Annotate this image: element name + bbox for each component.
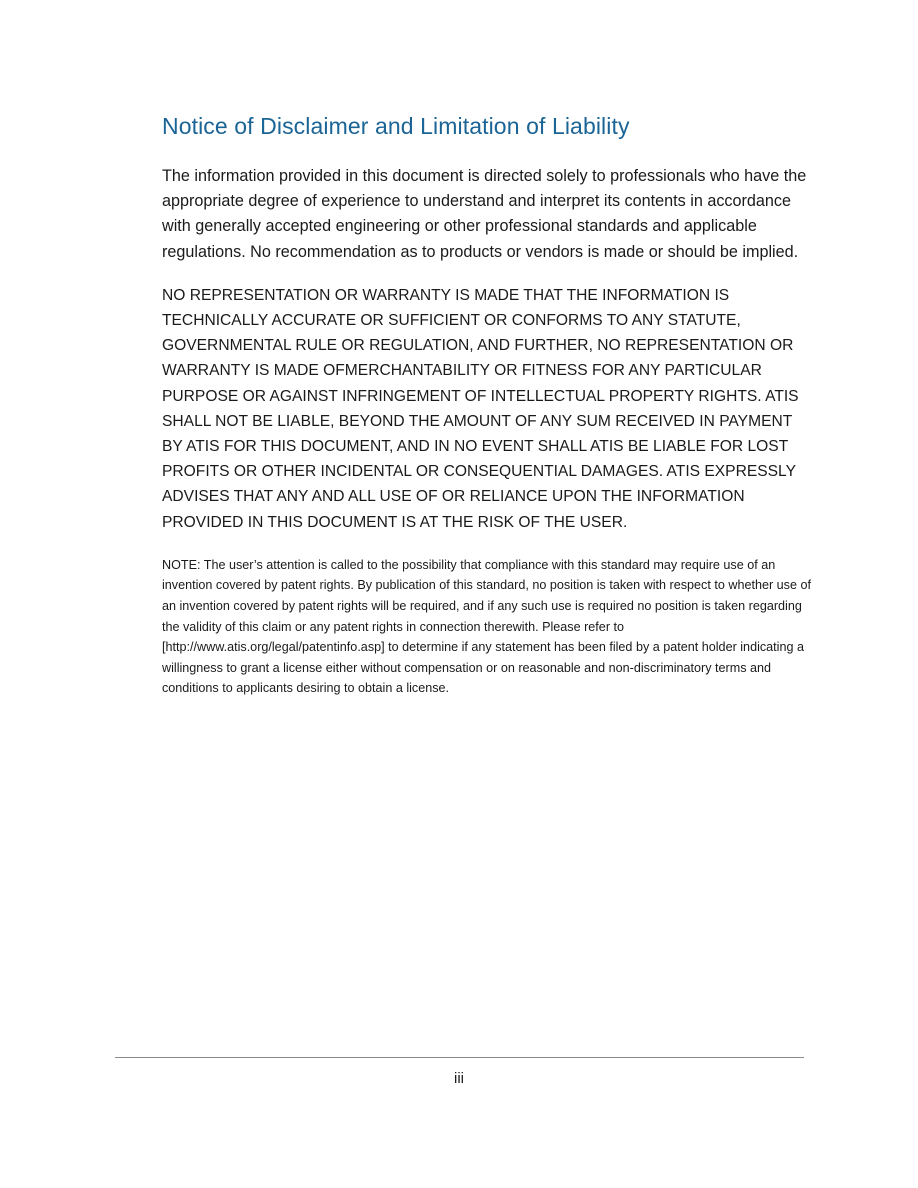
footer-divider xyxy=(115,1057,804,1058)
warranty-paragraph: NO REPRESENTATION OR WARRANTY IS MADE THAT THE INFORMATION IS TECHNICALLY ACCURATE OR SUFFICIENT OR CONFORMS TO ANY STATUTE, GOVERNMENTAL RULE OR REGULATION, AND FURTHER, NO REPRESENTATION OR WARRANTY IS MADE OFMERCHANTABILITY OR FITNESS FOR ANY PARTICULAR PURPOSE OR AGAINST INFRINGEMENT OF INTELLECTUAL PROPERTY RIGHTS. ATIS SHALL NOT BE LIABLE, BEYOND THE AMOUNT OF ANY SUM RECEIVED IN PAYMENT BY ATIS FOR THIS DOCUMENT, AND IN NO EVENT SHALL ATIS BE LIABLE FOR LOST PROFITS OR OTHER INCIDENTAL OR CONSEQUENTIAL DAMAGES. ATIS EXPRESSLY ADVISES THAT ANY AND ALL USE OF OR RELIANCE UPON THE INFORMATION PROVIDED IN THIS DOCUMENT IS AT THE RISK OF THE USER. xyxy=(162,286,799,531)
page-content xyxy=(162,110,812,699)
disclaimer-paragraph: The information provided in this document is directed solely to professionals who have the appropriate degree of experience to understand and interpret its contents in accordance with generally accepted engineering or other professional standards and applicable regulations. No recommendation as to products or vendors is made or should be implied. xyxy=(162,167,807,261)
patent-note: NOTE: The user’s attention is called to the possibility that compliance with this standard may require use of an invention covered by patent rights. By publication of this standard, no position is taken with respect to whether use of an invention covered by patent rights will be required, and if any such use is required no position is taken regarding the validity of this claim or any patent rights in connection therewith. Please refer to [http://www.atis.org/legal/patentinfo.asp] to determine if any statement has been filed by a patent holder indicating a willingness to grant a license either without compensation or on reasonable and non-discriminatory terms and conditions to applicants desiring to obtain a license. xyxy=(162,557,811,696)
page-number: iii xyxy=(454,1070,464,1087)
page-title: Notice of Disclaimer and Limitation of Liability xyxy=(162,113,630,139)
